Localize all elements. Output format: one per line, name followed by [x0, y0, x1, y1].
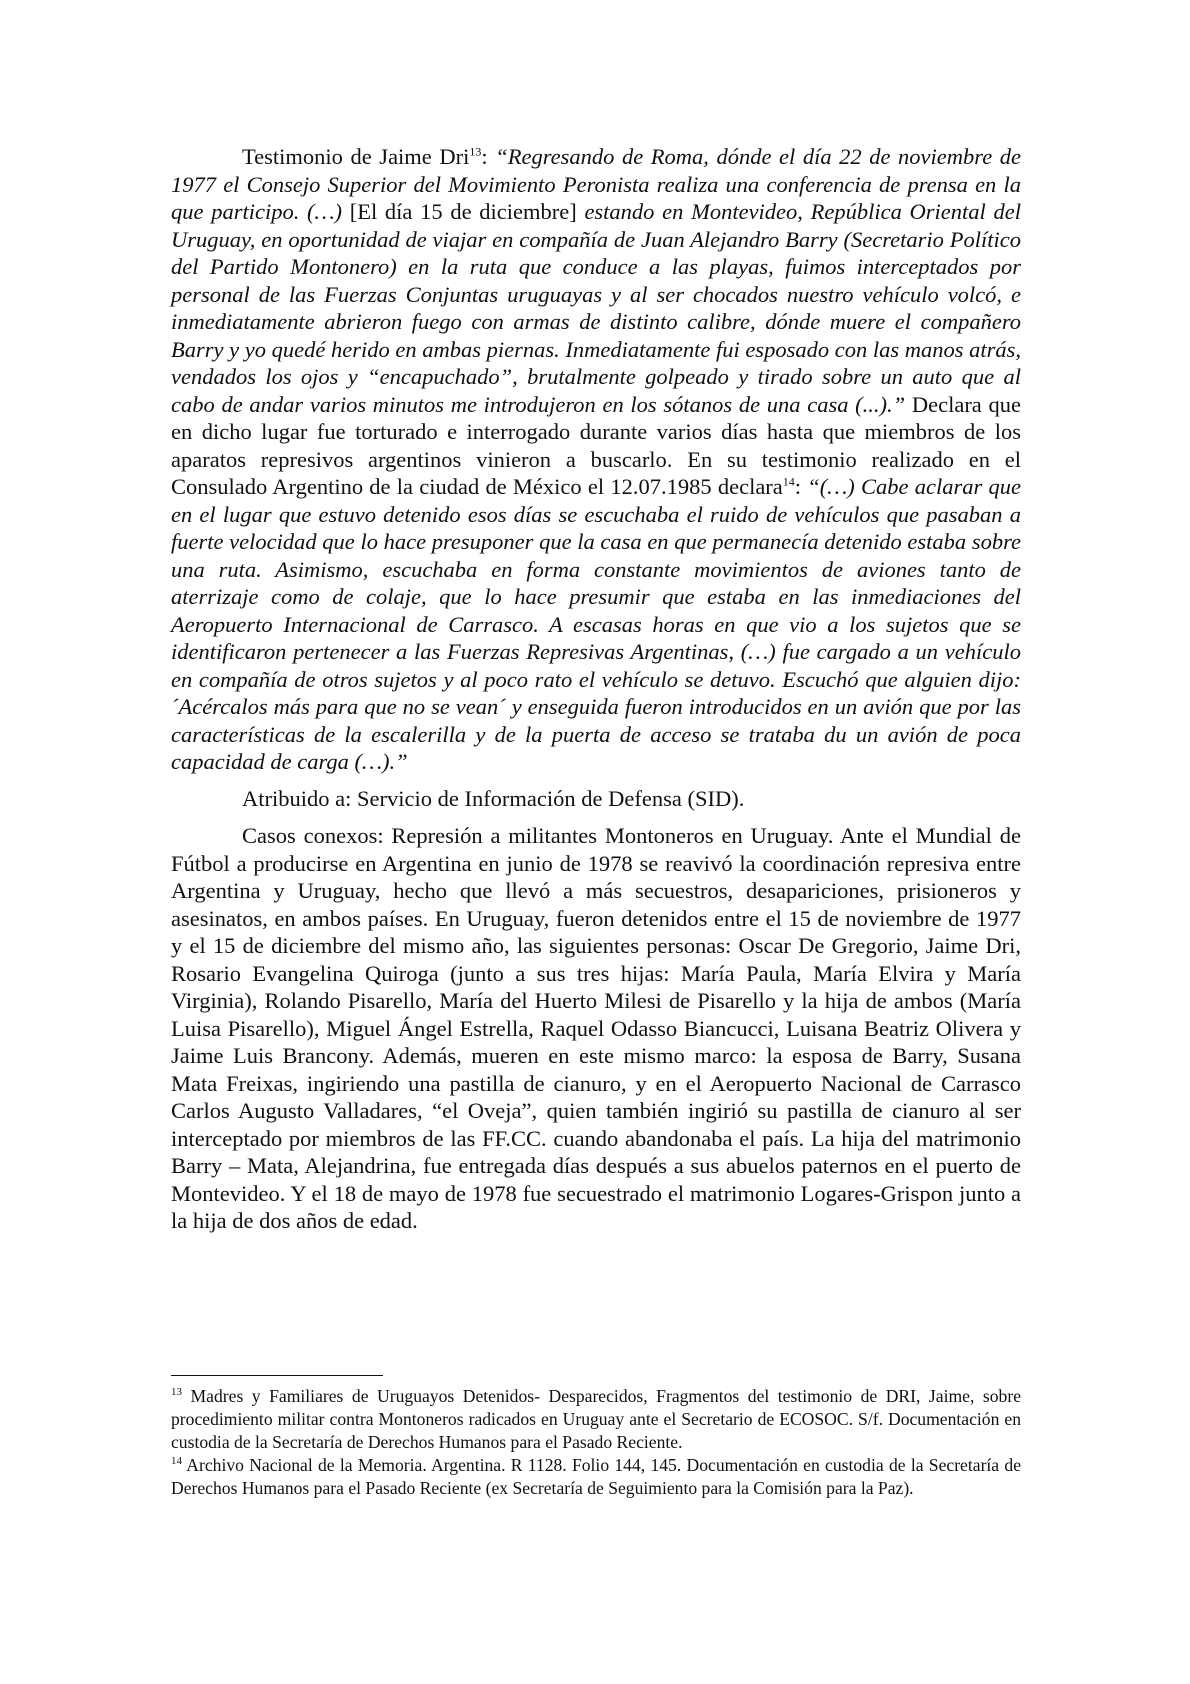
- footnote-ref-14[interactable]: 14: [782, 474, 795, 489]
- footnote-number: 13: [171, 1386, 182, 1399]
- colon: :: [794, 474, 808, 499]
- testimony-narrative: Declara que en dicho lugar fue torturado e interrogado durante varios días hasta que miembros de los aparatos represivos argentinos vinieron a buscarlo. En su testimonio realizado en el Consulado Argentino de la ciudad de México el 12.07.1985 declara: [171, 391, 1021, 499]
- footnote-14: [171, 1454, 1021, 1500]
- testimony-quote-3: “(…) Cabe aclarar que en el lugar que estuvo detenido esos días se escuchaba el ruido de vehículos que pasaban a fuerte velocidad que lo hace presuponer que la casa en que permanecía detenido estaba sobre una ruta. Asimismo, escuchaba en forma constante movimientos de aviones tanto de aterrizaje como de colaje, que lo hace presumir que estaba en las inmediaciones del Aeropuerto Internacional de Carrasco. A escasas horas en que vio a los sujetos que se identificaron pertenecer a las Fuerzas Represivas Argentinas, (…) fue cargado a un vehículo en compañía de otros sujetos y al poco rato el vehículo se detuvo. Escuchó que alguien dijo: ´Acércalos más para que no se vean´ y enseguida fueron introducidos en un avión que por las características de la escalerilla y de la puerta de acceso se trataba du un avión de poca capacidad de carga (…).”: [171, 474, 1021, 774]
- document-body: [171, 143, 1021, 1244]
- testimony-lead: Testimonio de Jaime Dri: [242, 144, 470, 169]
- footnote-number: 14: [171, 1455, 182, 1468]
- footnotes: [171, 1385, 1021, 1500]
- bracket-note: [El día 15 de diciembre]: [342, 199, 585, 224]
- testimony-quote-2: estando en Montevideo, República Oriental del Uruguay, en oportunidad de viajar en compañía de Juan Alejandro Barry (Secretario Político del Partido Montonero) en la ruta que conduce a las playas, fuimos interceptados por personal de las Fuerzas Conjuntas uruguayas y al ser chocados nuestro vehículo volcó, e inmediatamente abrieron fuego con armas de distinto calibre, dónde muere el compañero Barry y yo quedé herido en ambas piernas. Inmediatamente fui esposado con las manos atrás, vendados los ojos y “encapuchado”, brutalmente golpeado y tirado sobre un auto que al cabo de andar varios minutos me introdujeron en los sótanos de una casa (...).”: [171, 199, 1021, 417]
- footnote-text: Archivo Nacional de la Memoria. Argentina. R 1128. Folio 144, 145. Documentación en custodia de la Secretaría de Derechos Humanos para el Pasado Reciente (ex Secretaría de Seguimiento para la Comisión para la Paz).: [171, 1455, 1021, 1498]
- footnote-ref-13[interactable]: 13: [469, 144, 482, 159]
- related-cases-paragraph: Casos conexos: Represión a militantes Montoneros en Uruguay. Ante el Mundial de Fútbol a producirse en Argentina en junio de 1978 se reavivó la coordinación represiva entre Argentina y Uruguay, hecho que llevó a más secuestros, desapariciones, prisioneros y asesinatos, en ambos países. En Uruguay, fueron detenidos entre el 15 de noviembre de 1977 y el 15 de diciembre del mismo año, las siguientes personas: Oscar De Gregorio, Jaime Dri, Rosario Evangelina Quiroga (junto a sus tres hijas: María Paula, María Elvira y María Virginia), Rolando Pisarello, María del Huerto Milesi de Pisarello y la hija de ambos (María Luisa Pisarello), Miguel Ángel Estrella, Raquel Odasso Biancucci, Luisana Beatriz Olivera y Jaime Luis Brancony. Además, mueren en este mismo marco: la esposa de Barry, Susana Mata Freixas, ingiriendo una pastilla de cianuro, y en el Aeropuerto Nacional de Carrasco Carlos Augusto Valladares, “el Oveja”, quien también ingirió su pastilla de cianuro al ser interceptado por miembros de las FF.CC. cuando abandonaba el país. La hija del matrimonio Barry – Mata, Alejandrina, fue entregada días después a sus abuelos paternos en el puerto de Montevideo. Y el 18 de mayo de 1978 fue secuestrado el matrimonio Logares-Grispon junto a la hija de dos años de edad.: [171, 823, 1021, 1233]
- footnote-text: Madres y Familiares de Uruguayos Detenidos- Desparecidos, Fragmentos del testimonio de DRI, Jaime, sobre procedimiento militar contra Montoneros radicados en Uruguay ante el Secretario de ECOSOC. S/f. Documentación en custodia de la Secretaría de Derechos Humanos para el Pasado Reciente.: [171, 1386, 1021, 1452]
- attribution-paragraph: Atribuido a: Servicio de Información de Defensa (SID).: [242, 785, 745, 811]
- footnote-separator: [171, 1375, 383, 1376]
- testimony-quote-1: “Regresando de Roma, dónde el día 22 de noviembre de 1977 el Consejo Superior del Movimiento Peronista realiza una conferencia de prensa en la que participo. (…): [171, 144, 1022, 224]
- colon: :: [481, 144, 496, 169]
- testimony-paragraph: [171, 143, 1021, 776]
- footnote-13: [171, 1385, 1021, 1454]
